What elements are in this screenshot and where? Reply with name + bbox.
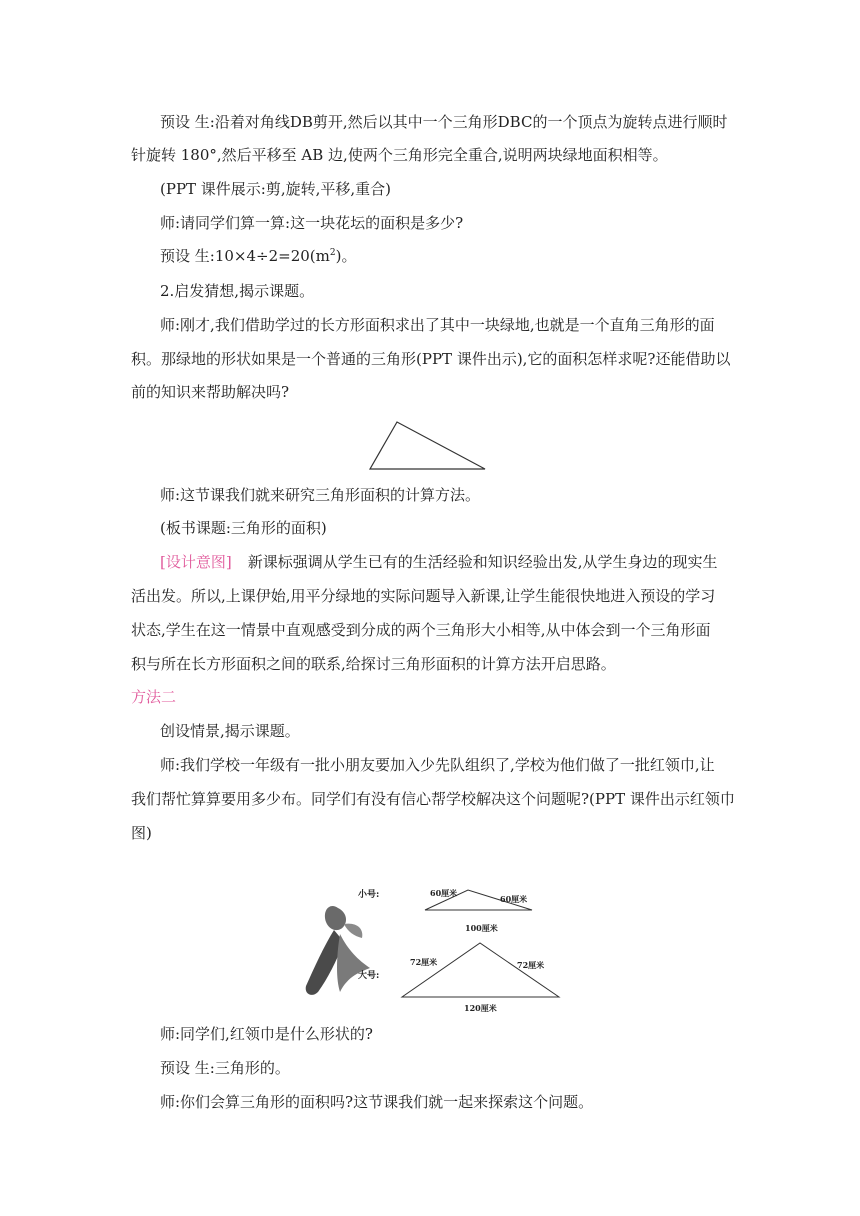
formula-text: 预设 生:10×4÷2=20(m [160,247,330,265]
paragraph-line: 创设情景,揭示课题。 [160,722,300,740]
large-left-side-label: 72厘米 [410,957,438,967]
scarf-icon [306,906,370,995]
design-intent-text: 新课标强调从学生已有的生活经验和知识经验出发,从学生身边的现实生 [247,553,718,571]
paragraph-line: (PPT 课件展示:剪,旋转,平移,重合) [160,180,392,198]
paragraph-line: 图) [131,824,152,842]
large-base-label: 120厘米 [464,1003,497,1013]
paragraph-line: 针旋转 180°,然后平移至 AB 边,使两个三角形完全重合,说明两块绿地面积相等。 [131,146,668,164]
formula-line [160,246,356,266]
paragraph-line: 我们帮忙算算要用多少布。同学们有没有信心帮学校解决这个问题呢?(PPT 课件出示红领巾 [131,790,735,808]
superscript: 2 [329,248,336,258]
small-size-label: 小号: [358,890,380,900]
paragraph-line: 2.启发猜想,揭示课题。 [160,282,315,300]
paragraph-line: 师:同学们,红领巾是什么形状的? [160,1025,373,1043]
paragraph-line: 师:我们学校一年级有一批小朋友要加入少先队组织了,学校为他们做了一批红领巾,让 [160,756,715,774]
small-left-side-label: 60厘米 [430,888,458,898]
paragraph-line: 活出发。所以,上课伊始,用平分绿地的实际问题导入新课,让学生能很快地进入预设的学习 [131,587,716,605]
paragraph-line: 师:这节课我们就来研究三角形面积的计算方法。 [160,486,481,504]
paragraph-line: 师:请同学们算一算:这一块花坛的面积是多少? [160,214,464,232]
small-right-side-label: 60厘米 [500,894,528,904]
paragraph-line: 前的知识来帮助解决吗? [131,383,290,401]
paragraph-line: 预设 生:三角形的。 [160,1059,290,1077]
large-triangle [402,943,559,997]
red-scarf-figure [300,880,570,1020]
paragraph-line: (板书课题:三角形的面积) [160,519,327,537]
triangle-shape [370,422,485,469]
section-heading: 方法二 [131,688,177,706]
large-right-side-label: 72厘米 [517,960,545,970]
large-size-label: 大号: [358,971,380,981]
paragraph-line: 师:刚才,我们借助学过的长方形面积求出了其中一块绿地,也就是一个直角三角形的面 [160,316,715,334]
design-intent-line [160,552,718,572]
paragraph-line: 状态,学生在这一情景中直观感受到分成的两个三角形大小相等,从中体会到一个三角形面 [131,621,711,639]
paragraph-line: 积。那绿地的形状如果是一个普通的三角形(PPT 课件出示),它的面积怎样求呢?还能借助以 [131,350,731,368]
design-intent-tag: [设计意图] [160,553,232,571]
formula-end: )。 [335,247,357,265]
paragraph-line: 师:你们会算三角形的面积吗?这节课我们就一起来探索这个问题。 [160,1093,594,1111]
paragraph-line: 预设 生:沿着对角线DB剪开,然后以其中一个三角形DBC的一个顶点为旋转点进行顺时 [160,113,728,131]
triangle-figure [365,418,490,474]
paragraph-line: 积与所在长方形面积之间的联系,给探讨三角形面积的计算方法开启思路。 [131,655,616,673]
small-base-label: 100厘米 [465,923,498,933]
